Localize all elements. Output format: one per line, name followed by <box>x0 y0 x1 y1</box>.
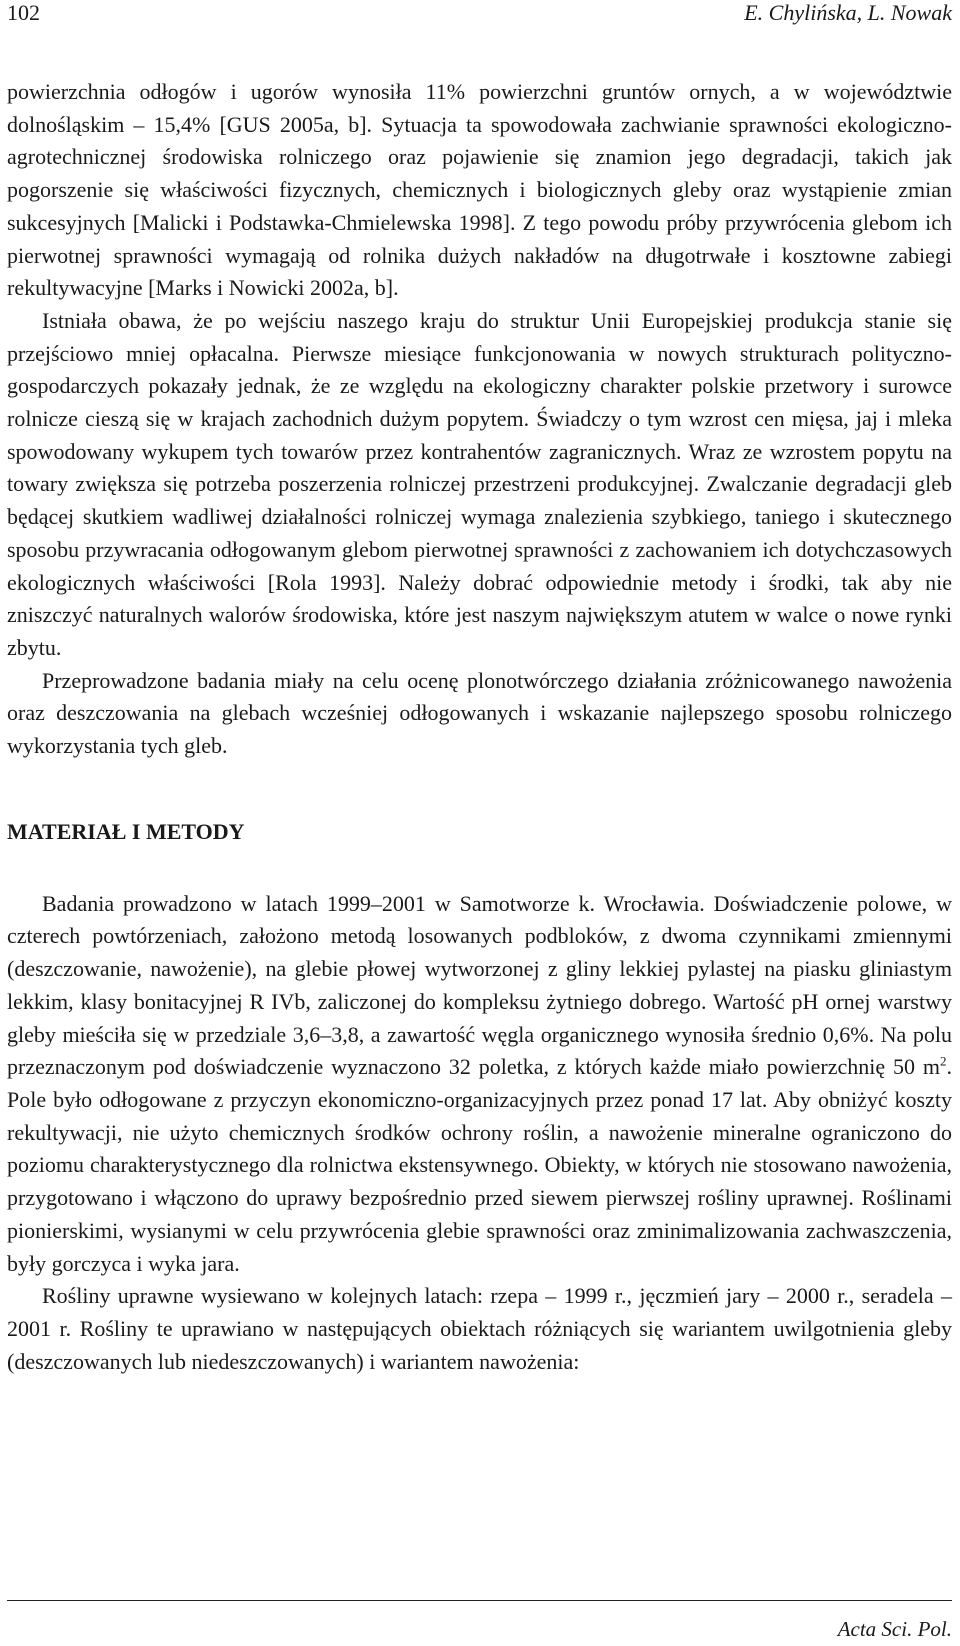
intro-paragraph-2: Istniała obawa, że po wejściu naszego kraju do struktur Unii Europejskiej produkcja stanie się przejściowo mniej opłacalna. Pierwsze miesiące funkcjonowania w nowych strukturach polityczno-gospodarczych pokazały jednak, że ze względu na ekologiczny charakter polskie przetwory i surowce rolnicze cieszą się w krajach zachodnich dużym popytem. Świadczy o tym wzrost cen mięsa, jaj i mleka spowodowany wykupem tych towarów przez kontrahentów zagranicznych. Wraz ze wzrostem popytu na towary zwiększa się potrzeba poszerzenia rolniczej przestrzeni produkcyjnej. Zwalczanie degradacji gleb będącej skutkiem wadliwej działalności rolniczej wymaga znalezienia szybkiego, taniego i skutecznego sposobu przywracania odłogowanym glebom pierwotnej sprawności z zachowaniem ich dotychczasowych ekologicznych właściwości [Rola 1993]. Należy dobrać odpowiednie metody i środki, tak aby nie zniszczyć naturalnych walorów środowiska, które jest naszym największym atutem w walce o nowe rynki zbytu. <box>7 307 952 660</box>
running-head-authors: E. Chylińska, L. Nowak <box>744 0 952 25</box>
methods-paragraph-2: Rośliny uprawne wysiewano w kolejnych latach: rzepa – 1999 r., jęczmień jary – 2000 r., seradela – 2001 r. Rośliny te uprawiano w następujących obiektach różniących się wariantem uwilgotnienia gleby (deszczowanych lub niedeszczowanych) i wariantem nawożenia: <box>7 1283 952 1374</box>
section-heading-methods: MATERIAŁ I METODY <box>7 818 245 844</box>
intro-paragraph-1: powierzchnia odłogów i ugorów wynosiła 11% powierzchni gruntów ornych, a w województwie dolnośląskim – 15,4% [GUS 2005a, b]. Sytuacja ta spowodowała zachwianie sprawności ekologiczno-agrotechnicznej środowiska rolniczego oraz pojawienie się znamion jego degradacji, takich jak pogorszenie się właściwości fizycznych, chemicznych i biologicznych gleby oraz wystąpienie zmian sukcesyjnych [Malicki i Podstawka-Chmielewska 1998]. Z tego powodu próby przywrócenia glebom ich pierwotnej sprawności wymagają od rolnika dużych nakładów na długotrwałe i kosztowne zabiegi rekultywacyjne [Marks i Nowicki 2002a, b]. <box>7 79 952 301</box>
superscript-squared: 2 <box>940 1053 947 1069</box>
footer-journal-name: Acta Sci. Pol. <box>837 1617 952 1641</box>
methods-paragraph-1-main: Badania prowadzono w latach 1999–2001 w Samotworze k. Wrocławia. Doświadczenie polowe, w czterech powtórzeniach, założono metodą losowanych podbloków, z dwoma czynnikami zmiennymi (deszczowanie, nawożenie), na glebie płowej wytworzonej z gliny lekkiej pylastej na piasku gliniastym lekkim, klasy bonitacyjnej R IVb, zaliczonej do kompleksu żytniego dobrego. Wartość pH ornej warstwy gleby mieściła się w przedziale 3,6–3,8, a zawartość węgla organicznego wynosiła średnio 0,6%. Na polu przeznaczonym pod doświadczenie wyznaczono 32 poletka, z których każde miało powierzchnię 50 m <box>7 890 952 1080</box>
running-head <box>7 0 952 26</box>
intro-paragraph-3: Przeprowadzone badania miały na celu ocenę plonotwórczego działania zróżnicowanego nawożenia oraz deszczowania na glebach wcześniej odłogowanych i wskazanie najlepszego sposobu rolniczego wykorzystania tych gleb. <box>7 667 952 759</box>
footer-rule <box>7 1600 952 1601</box>
methods-paragraph-1 <box>7 888 952 1280</box>
page-number: 102 <box>7 0 40 25</box>
article-body <box>7 76 952 1378</box>
methods-paragraph-1-rest: . Pole było odłogowane z przyczyn ekonomiczno-organizacyjnych przez ponad 17 lat. Aby obniżyć koszty rekultywacji, nie użyto chemicznych środków ochrony roślin, a nawożenie mineralne ograniczono do poziomu charakterystycznego dla rolnictwa ekstensywnego. Obiekty, w których nie stosowano nawożenia, przygotowano i włączono do uprawy bezpośrednio przed siewem pierwszej rośliny uprawnej. Roślinami pionierskimi, wysianymi w celu przywrócenia glebie sprawności oraz zminimalizowania zachwaszczenia, były gorczyca i wyka jara. <box>7 1054 952 1276</box>
